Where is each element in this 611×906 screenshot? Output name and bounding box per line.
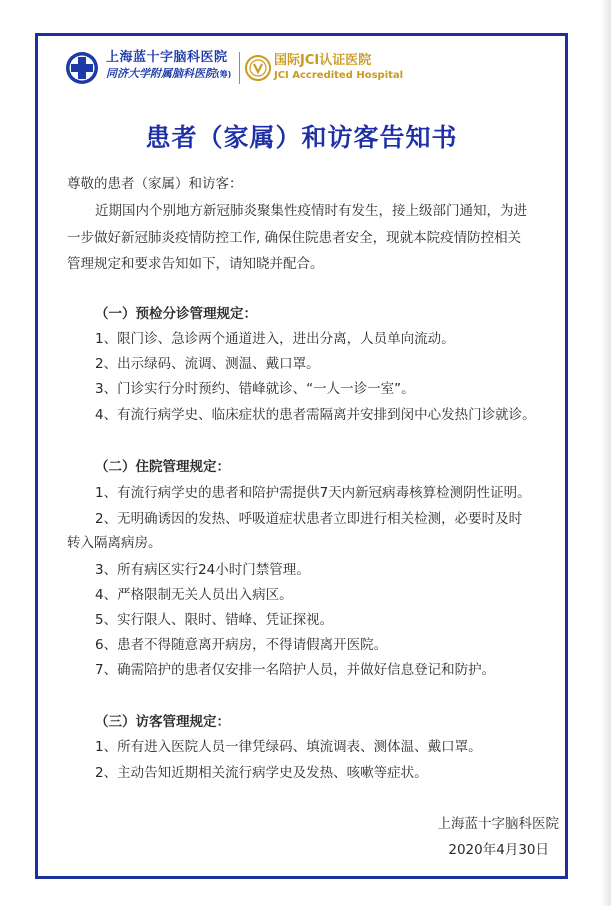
blue-cross-logo-icon: [64, 50, 100, 86]
intro-line-3: 管理规定和要求告知如下，请知晓并配合。: [67, 256, 324, 272]
intro-line-1: 近期国内个别地方新冠肺炎聚集性疫情时有发生，接上级部门通知，为进: [95, 203, 527, 219]
jci-english: JCI Accredited Hospital: [274, 70, 404, 81]
section-2-item: 6、患者不得随意离开病房，不得请假离开医院。: [95, 637, 388, 653]
section-3-item: 2、主动告知近期相关流行病学史及发热、咳嗽等症状。: [95, 765, 428, 781]
hospital-affiliation: [106, 66, 231, 83]
notice-title: 患者（家属）和访客告知书: [145, 123, 458, 152]
section-2-item: 5、实行限人、限时、错峰、凭证探视。: [95, 612, 334, 628]
hospital-name: 上海蓝十字脑科医院: [106, 50, 228, 65]
section-1-item: 1、限门诊、急诊两个通道进入，进出分离，人员单向流动。: [95, 331, 455, 347]
section-2-item: 1、有流行病学史的患者和陪护需提供7天内新冠病毒核算检测阴性证明。: [95, 485, 531, 501]
section-1-item: 2、出示绿码、流调、测温、戴口罩。: [95, 356, 320, 372]
section-3-heading: （三）访客管理规定：: [95, 714, 230, 730]
jci-name: 国际JCI认证医院: [274, 53, 372, 68]
jci-block: [274, 53, 403, 83]
affiliation-mark: (筹): [216, 70, 232, 79]
section-1-item: 4、有流行病学史、临床症状的患者需隔离并安排到闵中心发热门诊就诊。: [95, 407, 536, 423]
section-2-item: 2、无明确诱因的发热、呼吸道症状患者立即进行相关检测，必要时及时: [95, 511, 523, 527]
section-2-item: 7、确需陪护的患者仅安排一名陪护人员，并做好信息登记和防护。: [95, 662, 496, 678]
signature-org: 上海蓝十字脑科医院: [437, 816, 559, 832]
section-2-item: 4、严格限制无关人员出入病区。: [95, 587, 293, 603]
greeting: 尊敬的患者（家属）和访客：: [67, 176, 243, 192]
section-2-heading: （二）住院管理规定：: [95, 459, 230, 475]
intro-line-2: 一步做好新冠肺炎疫情防控工作, 确保住院患者安全，现就本院疫情防控相关: [67, 230, 522, 246]
page-shadow: [601, 0, 611, 906]
section-2-item-continued: 转入隔离病房。: [67, 535, 162, 551]
section-2-item: 3、所有病区实行24小时门禁管理。: [95, 562, 310, 578]
section-3-item: 1、所有进入医院人员一律凭绿码、填流调表、测体温、戴口罩。: [95, 739, 482, 755]
logo-divider: [239, 52, 240, 84]
hospital-header: [64, 48, 534, 88]
section-1-heading: （一）预检分诊管理规定：: [95, 306, 257, 322]
affiliation-text: 同济大学附属脑科医院: [106, 67, 216, 80]
section-1-item: 3、门诊实行分时预约、错峰就诊、“一人一诊一室”。: [95, 381, 415, 397]
hospital-name-block: [106, 50, 231, 83]
signature-date: 2020年4月30日: [448, 842, 549, 858]
jci-seal-icon: [245, 55, 271, 81]
